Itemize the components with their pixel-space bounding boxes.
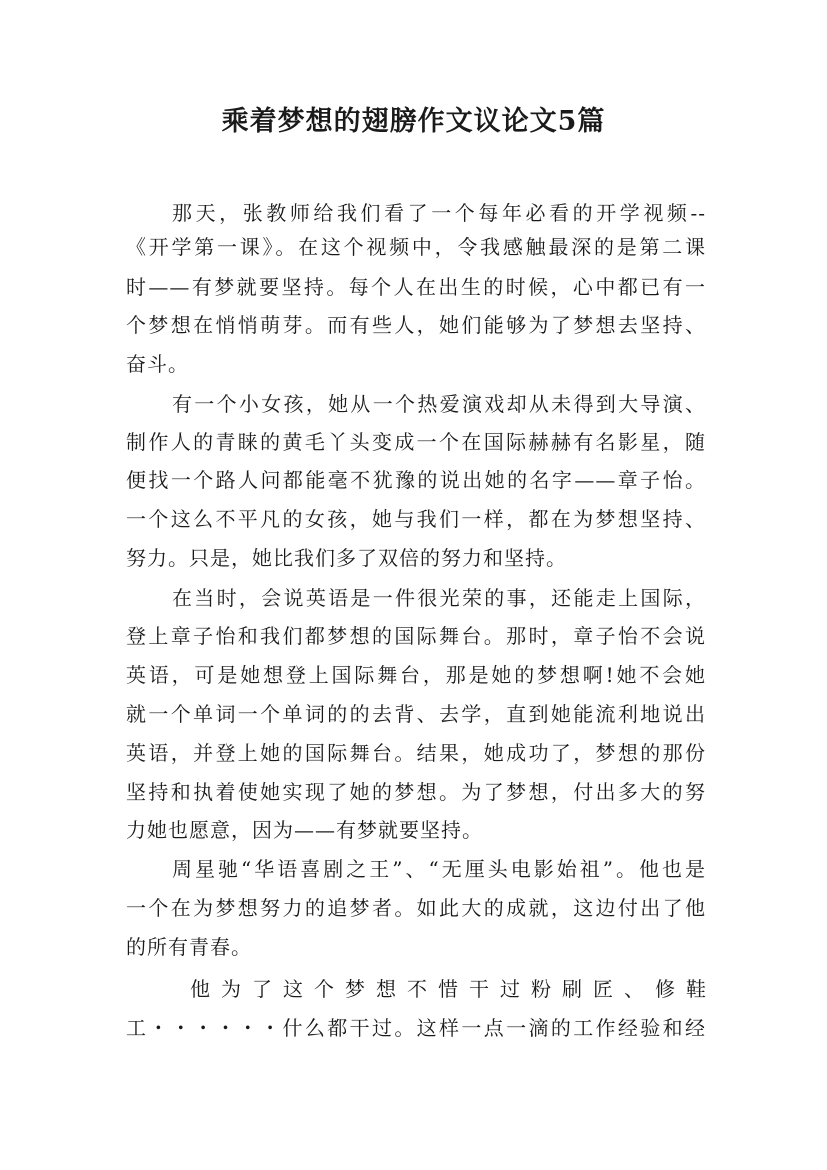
paragraph-line: 在当时，会说英语是一件很光荣的事，还能走上国际， (172, 586, 706, 610)
paragraph-line: 英语，并登上她的国际舞台。结果，她成功了，梦想的那份 (126, 741, 706, 765)
paragraph-line: 个梦想在悄悄萌芽。而有些人，她们能够为了梦想去坚持、 (126, 313, 706, 337)
paragraph-line: 便找一个路人问都能毫不犹豫的说出她的名字——章子怡。 (126, 468, 706, 492)
paragraph-line: 工・・・・・・什么都干过。这样一点一滴的工作经验和经 (126, 1016, 706, 1040)
paragraph-line: 的所有青春。 (126, 935, 252, 959)
paragraph-line: 奋斗。 (126, 352, 189, 376)
paragraph-line: 力她也愿意，因为——有梦就要坚持。 (126, 818, 483, 842)
paragraph-line: 制作人的青睐的黄毛丫头变成一个在国际赫赫有名影星，随 (126, 430, 706, 454)
paragraph-line: 《开学第一课》。在这个视频中，令我感触最深的是第二课 (126, 235, 706, 259)
paragraph-line: 时——有梦就要坚持。每个人在出生的时候，心中都已有一 (126, 275, 706, 299)
paragraph-line: 一个这么不平凡的女孩，她与我们一样，都在为梦想坚持、 (126, 507, 706, 531)
paragraph-line: 一个在为梦想努力的追梦者。如此大的成就，这边付出了他 (126, 896, 706, 920)
paragraph-line: 有一个小女孩，她从一个热爱演戏却从未得到大导演、 (172, 392, 706, 416)
paragraph-line: 就一个单词一个单词的的去背、去学，直到她能流利地说出 (126, 702, 706, 726)
paragraph-line: 努力。只是，她比我们多了双倍的努力和坚持。 (126, 546, 567, 570)
paragraph-line: 登上章子怡和我们都梦想的国际舞台。那时，章子怡不会说 (126, 624, 706, 648)
paragraph-line: 坚持和执着使她实现了她的梦想。为了梦想，付出多大的努 (126, 780, 706, 804)
paragraph-line: 英语，可是她想登上国际舞台，那是她的梦想啊!她不会她 (126, 663, 706, 687)
paragraph-line: 他 为 了 这 个 梦 想 不 惜 干 过 粉 刷 匠 、 修 鞋 (190, 977, 706, 1001)
paragraph-line: 周星驰“华语喜剧之王”、“无厘头电影始祖”。他也是 (172, 857, 706, 881)
document-title: 乘着梦想的翅膀作文议论文5篇 (221, 106, 606, 137)
paragraph-line: 那天，张教师给我们看了一个每年必看的开学视频-- (172, 201, 706, 225)
